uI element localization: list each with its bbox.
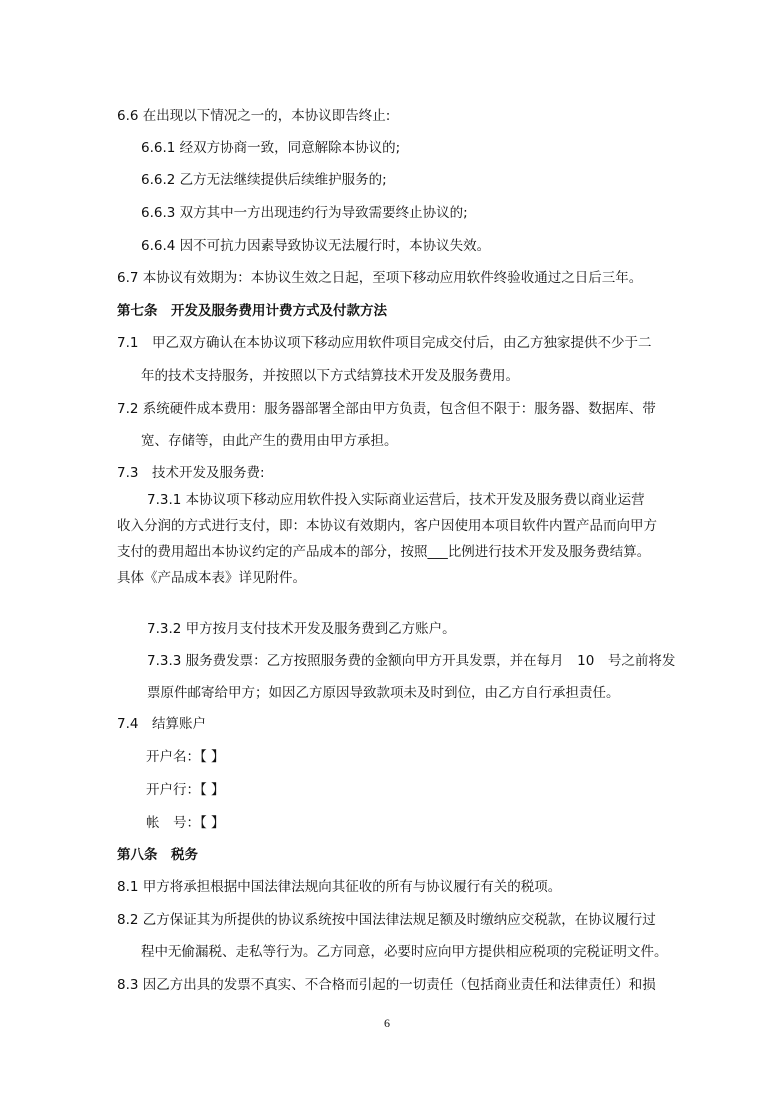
clause-6-7: 6.7 本协议有效期为：本协议生效之日起，至项下移动应用软件终验收通过之日后三年。 (117, 270, 643, 286)
clause-7-1-line2: 年的技术支持服务，并按照以下方式结算技术开发及服务费用。 (141, 368, 519, 384)
clause-7-3-3-line1: 7.3.3 服务费发票：乙方按照服务费的金额向甲方开具发票，并在每月 10 号之前将发 (147, 653, 676, 669)
clause-6-6-2: 6.6.2 乙方无法继续提供后续维护服务的; (141, 172, 387, 188)
account-bank: 开户行：【 】 (146, 782, 225, 798)
account-number: 帐 号：【 】 (146, 815, 225, 831)
clause-7-3: 7.3 技术开发及服务费: (117, 465, 265, 481)
clause-7-2-line2: 宽、存储等，由此产生的费用由甲方承担。 (141, 433, 398, 449)
clause-7-1-line1: 7.1 甲乙双方确认在本协议项下移动应用软件项目完成交付后，由乙方独家提供不少于二 (117, 335, 652, 351)
clause-6-6: 6.6 在出现以下情况之一的，本协议即告终止: (117, 108, 391, 124)
clause-6-6-4: 6.6.4 因不可抗力因素导致协议无法履行时，本协议失效。 (141, 238, 491, 254)
clause-8-3-line1: 8.3 因乙方出具的发票不真实、不合格而引起的一切责任（包括商业责任和法律责任）和损 (117, 977, 656, 993)
clause-8-1: 8.1 甲方将承担根据中国法律法规向其征收的所有与协议履行有关的税项。 (117, 879, 562, 895)
clause-7-3-1-line4: 具体《产品成本表》详见附件。 (117, 570, 306, 586)
clause-6-6-3: 6.6.3 双方其中一方出现违约行为导致需要终止协议的; (141, 205, 468, 221)
clause-8-2-line2: 程中无偷漏税、走私等行为。乙方同意，必要时应向甲方提供相应税项的完税证明文件。 (141, 944, 668, 960)
article-7-heading: 第七条 开发及服务费用计费方式及付款方法 (117, 303, 387, 319)
page-number: 6 (384, 1016, 390, 1030)
clause-8-2-line1: 8.2 乙方保证其为所提供的协议系统按中国法律法规足额及时缴纳应交税款，在协议履行过 (117, 912, 656, 928)
account-name: 开户名：【 】 (146, 749, 225, 765)
clause-7-3-1-line3: 支付的费用超出本协议约定的产品成本的部分，按照___比例进行技术开发及服务费结算。 (117, 544, 651, 560)
article-8-heading: 第八条 税务 (117, 847, 198, 863)
clause-7-4: 7.4 结算账户 (117, 716, 206, 732)
clause-6-6-1: 6.6.1 经双方协商一致，同意解除本协议的; (141, 140, 401, 156)
clause-7-2-line1: 7.2 系统硬件成本费用：服务器部署全部由甲方负责，包含但不限于：服务器、数据库、带 (117, 401, 656, 417)
clause-7-3-2: 7.3.2 甲方按月支付技术开发及服务费到乙方账户。 (147, 621, 456, 637)
clause-7-3-1-line1: 7.3.1 本协议项下移动应用软件投入实际商业运营后，技术开发及服务费以商业运营 (147, 492, 645, 508)
clause-7-3-1-line2: 收入分润的方式进行支付，即：本协议有效期内，客户因使用本项目软件内置产品而向甲方 (117, 518, 657, 534)
clause-7-3-3-line2: 票原件邮寄给甲方；如因乙方原因导致款项未及时到位，由乙方自行承担责任。 (147, 685, 620, 701)
